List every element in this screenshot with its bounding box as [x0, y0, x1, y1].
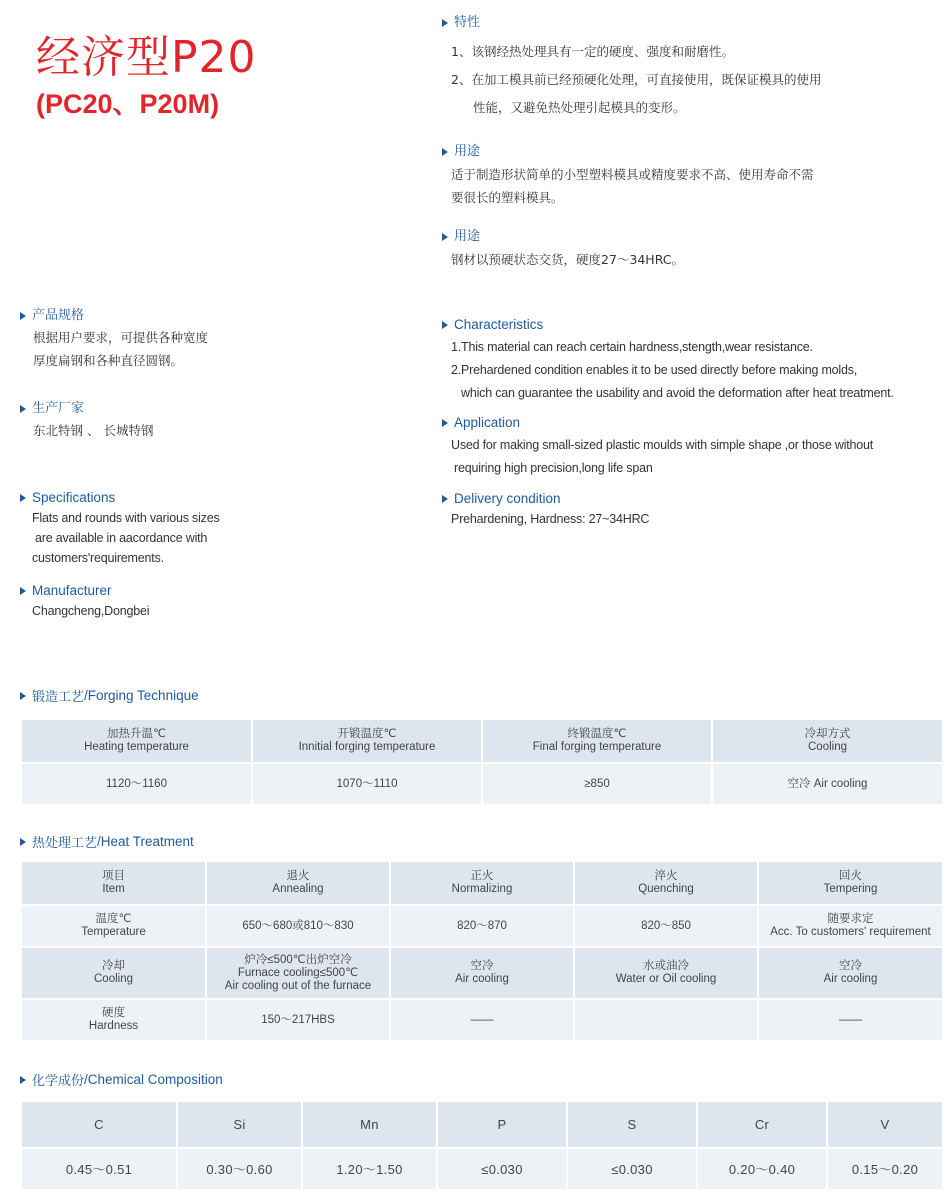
table-cell: 1070～1110 [252, 763, 482, 805]
manufacturer-cn-line: 东北特钢 、 长城特钢 [33, 423, 154, 438]
table-header-cell: C [22, 1102, 177, 1148]
application-en-heading: Application [454, 415, 521, 430]
table-header-cell: 正火 Normalizing [390, 862, 574, 905]
manufacturer-en-section [20, 582, 350, 622]
table-row [22, 999, 942, 1041]
features-cn-section [442, 14, 922, 122]
table-cell: 0.15～0.20 [827, 1148, 942, 1190]
manufacturer-cn-heading: 生产厂家 [32, 401, 85, 416]
spec-en-section [20, 489, 350, 568]
table-cell: 1120～1160 [22, 763, 252, 805]
spec-en-line: are available in aacordance with [35, 531, 208, 545]
table-header-cell: V [827, 1102, 942, 1148]
bullet-triangle-icon [20, 838, 26, 846]
table-cell: ≥850 [482, 763, 712, 805]
table-header-cell: 加热升温℃ Heating temperature [22, 720, 252, 763]
table-cell: 1.20～1.50 [302, 1148, 437, 1190]
table-cell: 150～217HBS [206, 999, 390, 1041]
delivery-en-section [442, 490, 932, 530]
characteristics-en-line: 1.This material can reach certain hardness,stength,wear resistance. [451, 340, 813, 354]
table-header-cell: 退火 Annealing [206, 862, 390, 905]
table-row [22, 862, 942, 905]
usage-cn-section [442, 143, 922, 209]
spec-cn-heading: 产品规格 [32, 308, 85, 323]
chem-title-en: /Chemical Composition [84, 1072, 223, 1087]
bullet-triangle-icon [20, 692, 26, 700]
characteristics-en-heading: Characteristics [454, 317, 544, 332]
table-header-cell: S [567, 1102, 697, 1148]
bullet-triangle-icon [442, 495, 448, 503]
bullet-triangle-icon [442, 233, 448, 241]
bullet-triangle-icon [20, 405, 26, 413]
features-cn-line: 1、该钢经热处理具有一定的硬度、强度和耐磨性。 [451, 44, 734, 59]
page-subtitle: (PC20、P20M) [36, 89, 220, 119]
features-cn-line: 性能，又避免热处理引起模具的变形。 [473, 100, 686, 115]
bullet-triangle-icon [20, 1076, 26, 1084]
usage-cn-line: 要很长的塑料模具。 [451, 190, 564, 205]
table-header-cell: 回火 Tempering [758, 862, 942, 905]
table-cell: 0.45～0.51 [22, 1148, 177, 1190]
table-cell: —— [758, 999, 942, 1041]
table-header-cell: 终锻温度℃ Final forging temperature [482, 720, 712, 763]
chem-title-cn: 化学成份 [32, 1074, 85, 1089]
bullet-triangle-icon [20, 587, 26, 595]
forging-title [20, 686, 199, 705]
bullet-triangle-icon [442, 419, 448, 427]
delivery-cn-section [442, 228, 922, 271]
forging-title-en: /Forging Technique [84, 688, 199, 703]
spec-en-line: Flats and rounds with various sizes [32, 511, 220, 525]
heat-title [20, 832, 194, 851]
bullet-triangle-icon [442, 19, 448, 27]
table-row [22, 905, 942, 947]
table-cell: 炉冷≤500℃出炉空冷 Furnace cooling≤500℃ Air cooling out of the furnace [206, 947, 390, 999]
application-en-section [442, 414, 932, 480]
chem-table [22, 1102, 942, 1191]
forging-table [22, 720, 942, 806]
heat-table [22, 862, 942, 1042]
spec-cn-line: 厚度扁钢和各种直径圆钢。 [33, 353, 184, 368]
table-row [22, 1148, 942, 1190]
table-header-cell: 淬火 Quenching [574, 862, 758, 905]
table-cell: —— [390, 999, 574, 1041]
features-cn-heading: 特性 [454, 15, 481, 30]
delivery-cn-heading: 用途 [454, 229, 481, 244]
table-cell: 随要求定 Acc. To customers' requirement [758, 905, 942, 947]
manufacturer-cn-section [20, 400, 350, 442]
table-cell: ≤0.030 [437, 1148, 567, 1190]
table-cell: ≤0.030 [567, 1148, 697, 1190]
usage-cn-heading: 用途 [454, 144, 481, 159]
table-cell: 水或油冷 Water or Oil cooling [574, 947, 758, 999]
table-header-cell: 开锻温度℃ Innitial forging temperature [252, 720, 482, 763]
usage-cn-line: 适于制造形状简单的小型塑料模具或精度要求不高、使用寿命不需 [451, 167, 814, 182]
spec-en-line: customers'requirements. [32, 551, 164, 565]
bullet-triangle-icon [442, 148, 448, 156]
features-cn-line: 2、在加工模具前已经预硬化处理，可直接使用，既保证模具的使用 [451, 72, 822, 87]
table-header-cell: Mn [302, 1102, 437, 1148]
table-row [22, 1102, 942, 1148]
table-cell: 0.30～0.60 [177, 1148, 302, 1190]
delivery-en-line: Prehardening, Hardness: 27~34HRC [451, 512, 650, 526]
page-title: 经济型P20 [36, 32, 257, 83]
table-header-cell: Si [177, 1102, 302, 1148]
spec-cn-line: 根据用户要求，可提供各种宽度 [33, 330, 209, 345]
table-cell: 冷却 Cooling [22, 947, 206, 999]
manufacturer-en-heading: Manufacturer [32, 583, 112, 598]
delivery-en-heading: Delivery condition [454, 491, 561, 506]
table-row [22, 763, 942, 805]
application-en-line: Used for making small-sized plastic moulds with simple shape ,or those without [451, 438, 874, 452]
delivery-cn-line: 钢材以预硬状态交货，硬度27～34HRC。 [451, 252, 685, 267]
table-cell: 空冷 Air cooling [390, 947, 574, 999]
bullet-triangle-icon [20, 494, 26, 502]
manufacturer-en-line: Changcheng,Dongbei [32, 604, 150, 618]
bullet-triangle-icon [20, 312, 26, 320]
bullet-triangle-icon [442, 321, 448, 329]
heat-title-en: /Heat Treatment [97, 834, 194, 849]
forging-title-cn: 锻造工艺 [32, 690, 85, 705]
table-row [22, 720, 942, 763]
table-cell: 空冷 Air cooling [758, 947, 942, 999]
table-cell: 650～680或810～830 [206, 905, 390, 947]
table-row [22, 947, 942, 999]
table-cell [574, 999, 758, 1041]
spec-cn-section [20, 307, 350, 372]
application-en-line: requiring high precision,long life span [454, 461, 653, 475]
spec-en-heading: Specifications [32, 490, 116, 505]
table-header-cell: P [437, 1102, 567, 1148]
table-header-cell: 冷却方式 Cooling [712, 720, 942, 763]
heat-title-cn: 热处理工艺 [32, 836, 98, 851]
table-cell: 空冷 Air cooling [712, 763, 942, 805]
table-header-cell: 项目 Item [22, 862, 206, 905]
characteristics-en-line: 2.Prehardened condition enables it to be used directly before making molds, [451, 363, 858, 377]
table-cell: 820～850 [574, 905, 758, 947]
table-header-cell: Cr [697, 1102, 827, 1148]
table-cell: 0.20～0.40 [697, 1148, 827, 1190]
table-cell: 硬度 Hardness [22, 999, 206, 1041]
characteristics-en-section [442, 316, 932, 405]
table-cell: 820～870 [390, 905, 574, 947]
table-cell: 温度℃ Temperature [22, 905, 206, 947]
chem-title [20, 1070, 223, 1089]
characteristics-en-line: which can guarantee the usability and avoid the deformation after heat treatment. [461, 386, 894, 400]
